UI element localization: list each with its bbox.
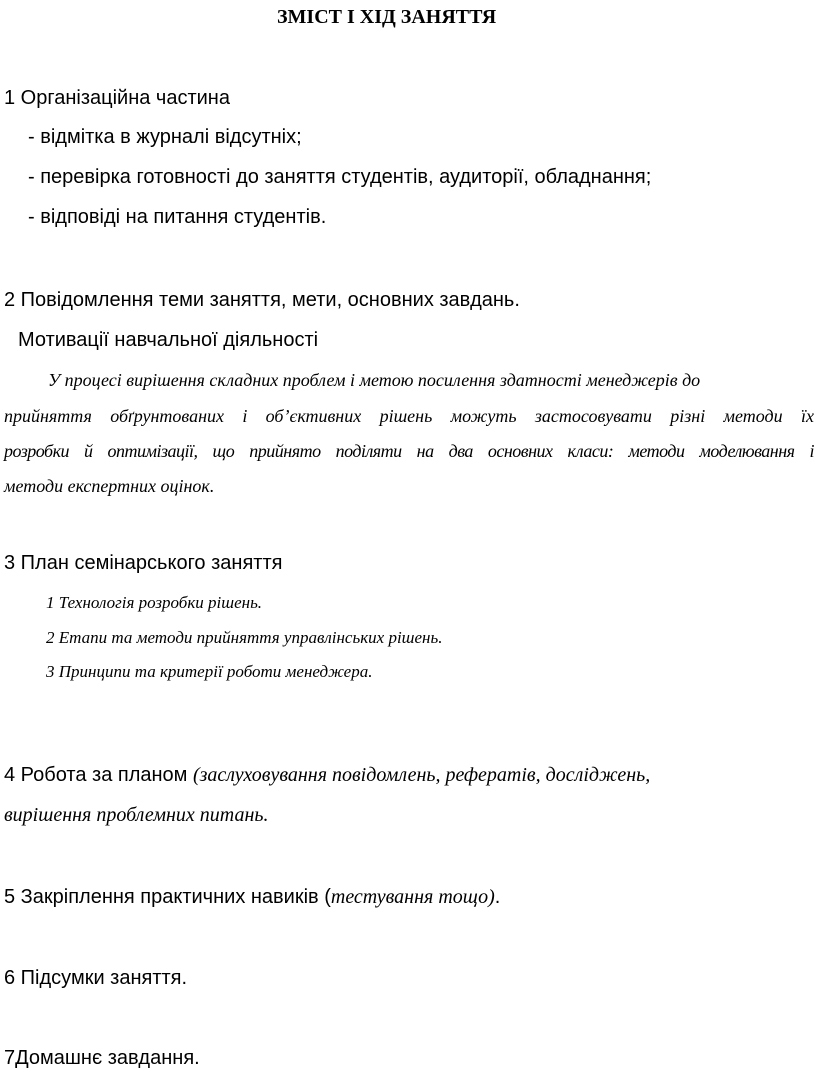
plan-item: 3 Принципи та критерії роботи менеджера. [46, 662, 373, 681]
plan-item: 1 Технологія розробки рішень. [46, 593, 263, 612]
section-4-detail: (заслуховування повідомлень, рефератів, досліджень, [192, 764, 651, 786]
section-5-line [4, 884, 500, 910]
section-5-heading: 5 Закріплення практичних навиків ( [4, 886, 331, 908]
section-1-item: - відмітка в журналі відсутніх; [28, 126, 302, 148]
section-5-detail: тестування тощо) [330, 886, 495, 908]
section-1-item: - перевірка готовності до заняття студентів, аудиторії, обладнання; [28, 166, 652, 188]
section-5-tail: . [494, 886, 501, 908]
section-3-heading: 3 План семінарського заняття [4, 552, 283, 574]
section-2-subheading: Мотивації навчальної діяльності [18, 329, 319, 351]
section-4-heading: 4 Робота за планом [4, 764, 193, 786]
section-2-paragraph-line: прийняття обґрунтованих і об’єктивних рішень можуть застосовувати різні методи їх [4, 406, 814, 426]
page-title: ЗМІСТ І ХІД ЗАНЯТТЯ [277, 6, 497, 28]
section-2-paragraph-line: розробки й оптимізації, що прийнято поділяти на два основних класи: методи моделювання і [4, 441, 814, 461]
section-1-item: - відповіді на питання студентів. [28, 206, 327, 228]
section-7-heading: 7Домашнє завдання. [4, 1047, 200, 1069]
section-4-line-2: вирішення проблемних питань. [4, 804, 269, 826]
section-6-heading: 6 Підсумки заняття. [4, 967, 188, 989]
plan-item: 2 Етапи та методи прийняття управлінських рішень. [46, 628, 443, 647]
section-4-line-1 [4, 762, 650, 788]
section-1-heading: 1 Організаційна частина [4, 87, 230, 109]
section-2-paragraph-line: У процесі вирішення складних проблем і метою посилення здатності менеджерів до [48, 370, 701, 390]
section-2-heading: 2 Повідомлення теми заняття, мети, основних завдань. [4, 289, 520, 311]
section-2-paragraph-line: методи експертних оцінок. [4, 476, 215, 496]
